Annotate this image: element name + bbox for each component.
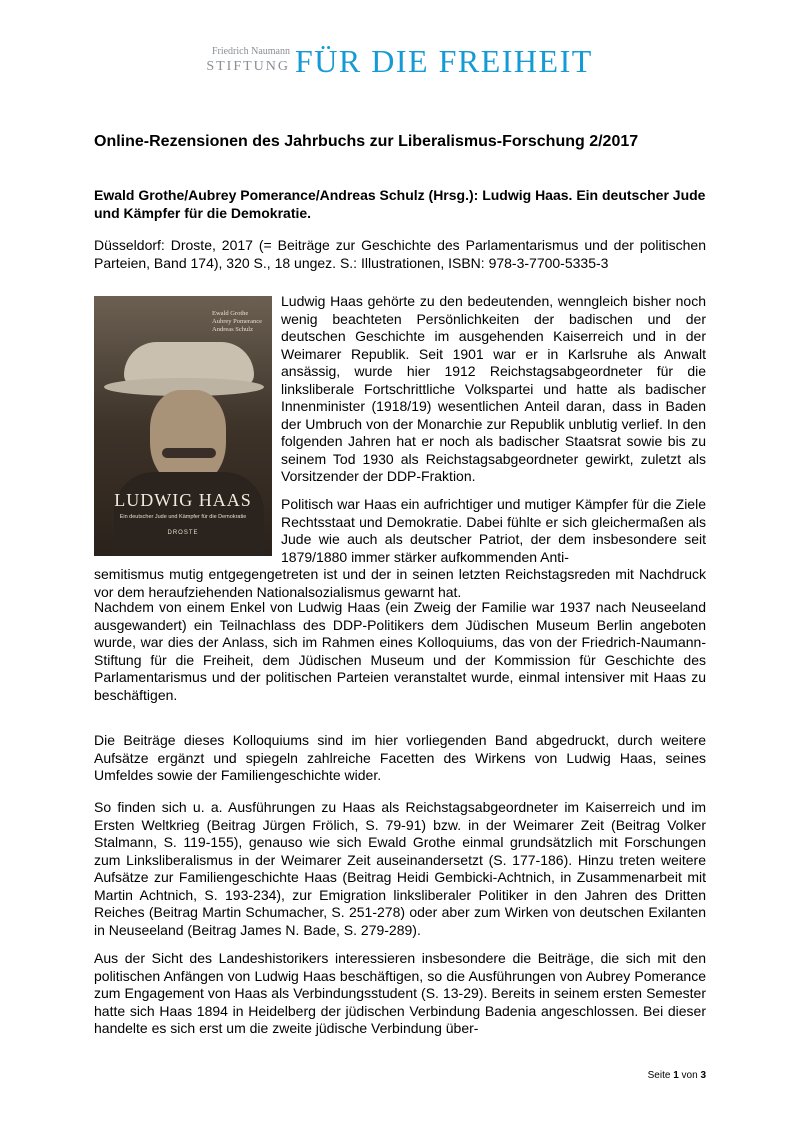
book-heading: Ewald Grothe/Aubrey Pomerance/Andreas Schulz (Hrsg.): Ludwig Haas. Ein deutscher Jude und Kämpfer für die Demokratie. bbox=[94, 187, 706, 221]
page-title: Online-Rezensionen des Jahrbuchs zur Liberalismus-Forschung 2/2017 bbox=[94, 133, 639, 150]
paragraph-6: Aus der Sicht des Landeshistorikers interessieren insbesondere die Beiträge, die sich mit den politischen Anfängen von Ludwig Haas beschäftigen, so die Ausführungen von Aubrey Pomerance zum Engagement von Haas als Verbindungsstudent (S. 13-29). Bereits in seinem ersten Semester hatte sich Haas 1894 in Heidelberg der jüdischen Verbindung Badenia angeschlossen. Bei dieser handelte es sich erst um die zweite jüdische Verbindung über- bbox=[94, 950, 706, 1036]
paragraph-2: Politisch war Haas ein aufrichtiger und mutiger Kämpfer für die Ziele Rechtsstaat und Demokratie. Dabei fühlte er sich gleichermaßen als Jude wie auch als deutscher Patriot, der dem insbesondere seit 1879/1880 immer stärker aufkommenden Anti- bbox=[281, 496, 706, 565]
cover-authors bbox=[212, 310, 262, 334]
cover-author: Aubrey Pomerance bbox=[212, 318, 262, 325]
page-footer bbox=[648, 1070, 706, 1081]
footer-page-number: 1 bbox=[673, 1070, 679, 1081]
logo-main-text: FÜR DIE FREIHEIT bbox=[295, 43, 593, 79]
cover-subtitle: Ein deutscher Jude und Kämpfer für die Demokratie bbox=[119, 514, 247, 520]
cover-author: Ewald Grothe bbox=[212, 310, 249, 317]
cover-publisher: DROSTE bbox=[167, 530, 199, 536]
cover-moustache bbox=[162, 448, 216, 458]
paragraph-2-continued: semitismus mutig entgegengetreten ist und der in seinen letzten Reichstagsreden mit Nachdruck vor dem heraufziehenden Nationalsozialismus gewarnt hat. bbox=[94, 566, 706, 600]
paragraph-4: Die Beiträge dieses Kolloquiums sind im hier vorliegenden Band abgedruckt, durch weitere Aufsätze ergänzt und spiegeln zahlreiche Facetten des Wirkens von Ludwig Haas, seines Umfeldes sowie der Familiengeschichte wider. bbox=[94, 732, 706, 783]
cover-author: Andreas Schulz bbox=[212, 326, 253, 333]
paragraph-1: Ludwig Haas gehörte zu den bedeutenden, wenngleich bisher noch wenig beachteten Persönlichkeiten der badischen und der deutschen Geschichte im ausgehenden Kaiserreich und in der Weimarer Republik. Seit 1901 war er in Karlsruhe als Anwalt ansässig, wurde hier 1912 Reichstagsabgeordneter für die linksliberale Fortschrittliche Volkspartei und hatte als badischer Innenminister (1918/19) wesentlichen Anteil daran, dass in Baden der Umbruch von der Monarchie zur Republik unblutig verlief. In den folgenden Jahren hat er noch als badischer Staatsrat sowie bis zu seinem Tod 1930 als Reichstagsabgeordneter gewirkt, zuletzt als Vorsitzender der DDP-Fraktion. bbox=[281, 293, 706, 484]
footer-label: Seite bbox=[647, 1070, 671, 1081]
logo-foundation-name bbox=[195, 46, 290, 75]
paragraph-3: Nachdem von einem Enkel von Ludwig Haas (ein Zweig der Familie war 1937 nach Neuseeland ausgewandert) ein Teilnachlass des DDP-Politikers dem Jüdischen Museum Berlin angeboten wurde, war dies der Anlass, sich im Rahmen eines Kolloquiums, das von der Friedrich-Naumann-Stiftung für die Freiheit, dem Jüdischen Museum und der Kommission für Geschichte des Parlamentarismus und der politischen Parteien veranstaltet wurde, einmal intensiver mit Haas zu beschäftigen. bbox=[94, 599, 706, 703]
footer-of: von bbox=[681, 1070, 698, 1081]
cover-title: LUDWIG HAAS bbox=[114, 490, 252, 510]
logo-line-2: STIFTUNG bbox=[206, 59, 290, 74]
publication-info: Düsseldorf: Droste, 2017 (= Beiträge zur Geschichte des Parlamentarismus und der politischen Parteien, Band 174), 320 S., 18 ungez. S.: Illustrationen, ISBN: 978-3-7700-5335-3 bbox=[94, 237, 706, 271]
logo-line-1: Friedrich Naumann bbox=[211, 46, 290, 57]
book-cover-image bbox=[94, 296, 272, 556]
paragraph-5: So finden sich u. a. Ausführungen zu Haas als Reichstagsabgeordneter im Kaiserreich und im Ersten Weltkrieg (Beitrag Jürgen Frölich, S. 79-91) bzw. in der Weimarer Zeit (Beitrag Volker Stalmann, S. 119-155), genauso wie sich Ewald Grothe einmal grundsätzlich mit Forschungen zum Linksliberalismus in der Weimarer Zeit auseinandersetzt (S. 177-186). Hinzu treten weitere Aufsätze zur Familiengeschichte Haas (Beitrag Heidi Gembicki-Achtnich, in Zusammenarbeit mit Martin Achtnich, S. 193-234), zur Emigration linksliberaler Politiker in den Jahren des Dritten Reiches (Beitrag Martin Schumacher, S. 251-278) oder aber zum Wirken von deutschen Exilanten in Neuseeland (Beitrag James N. Bade, S. 279-289). bbox=[94, 799, 706, 938]
footer-total-pages: 3 bbox=[700, 1070, 706, 1081]
